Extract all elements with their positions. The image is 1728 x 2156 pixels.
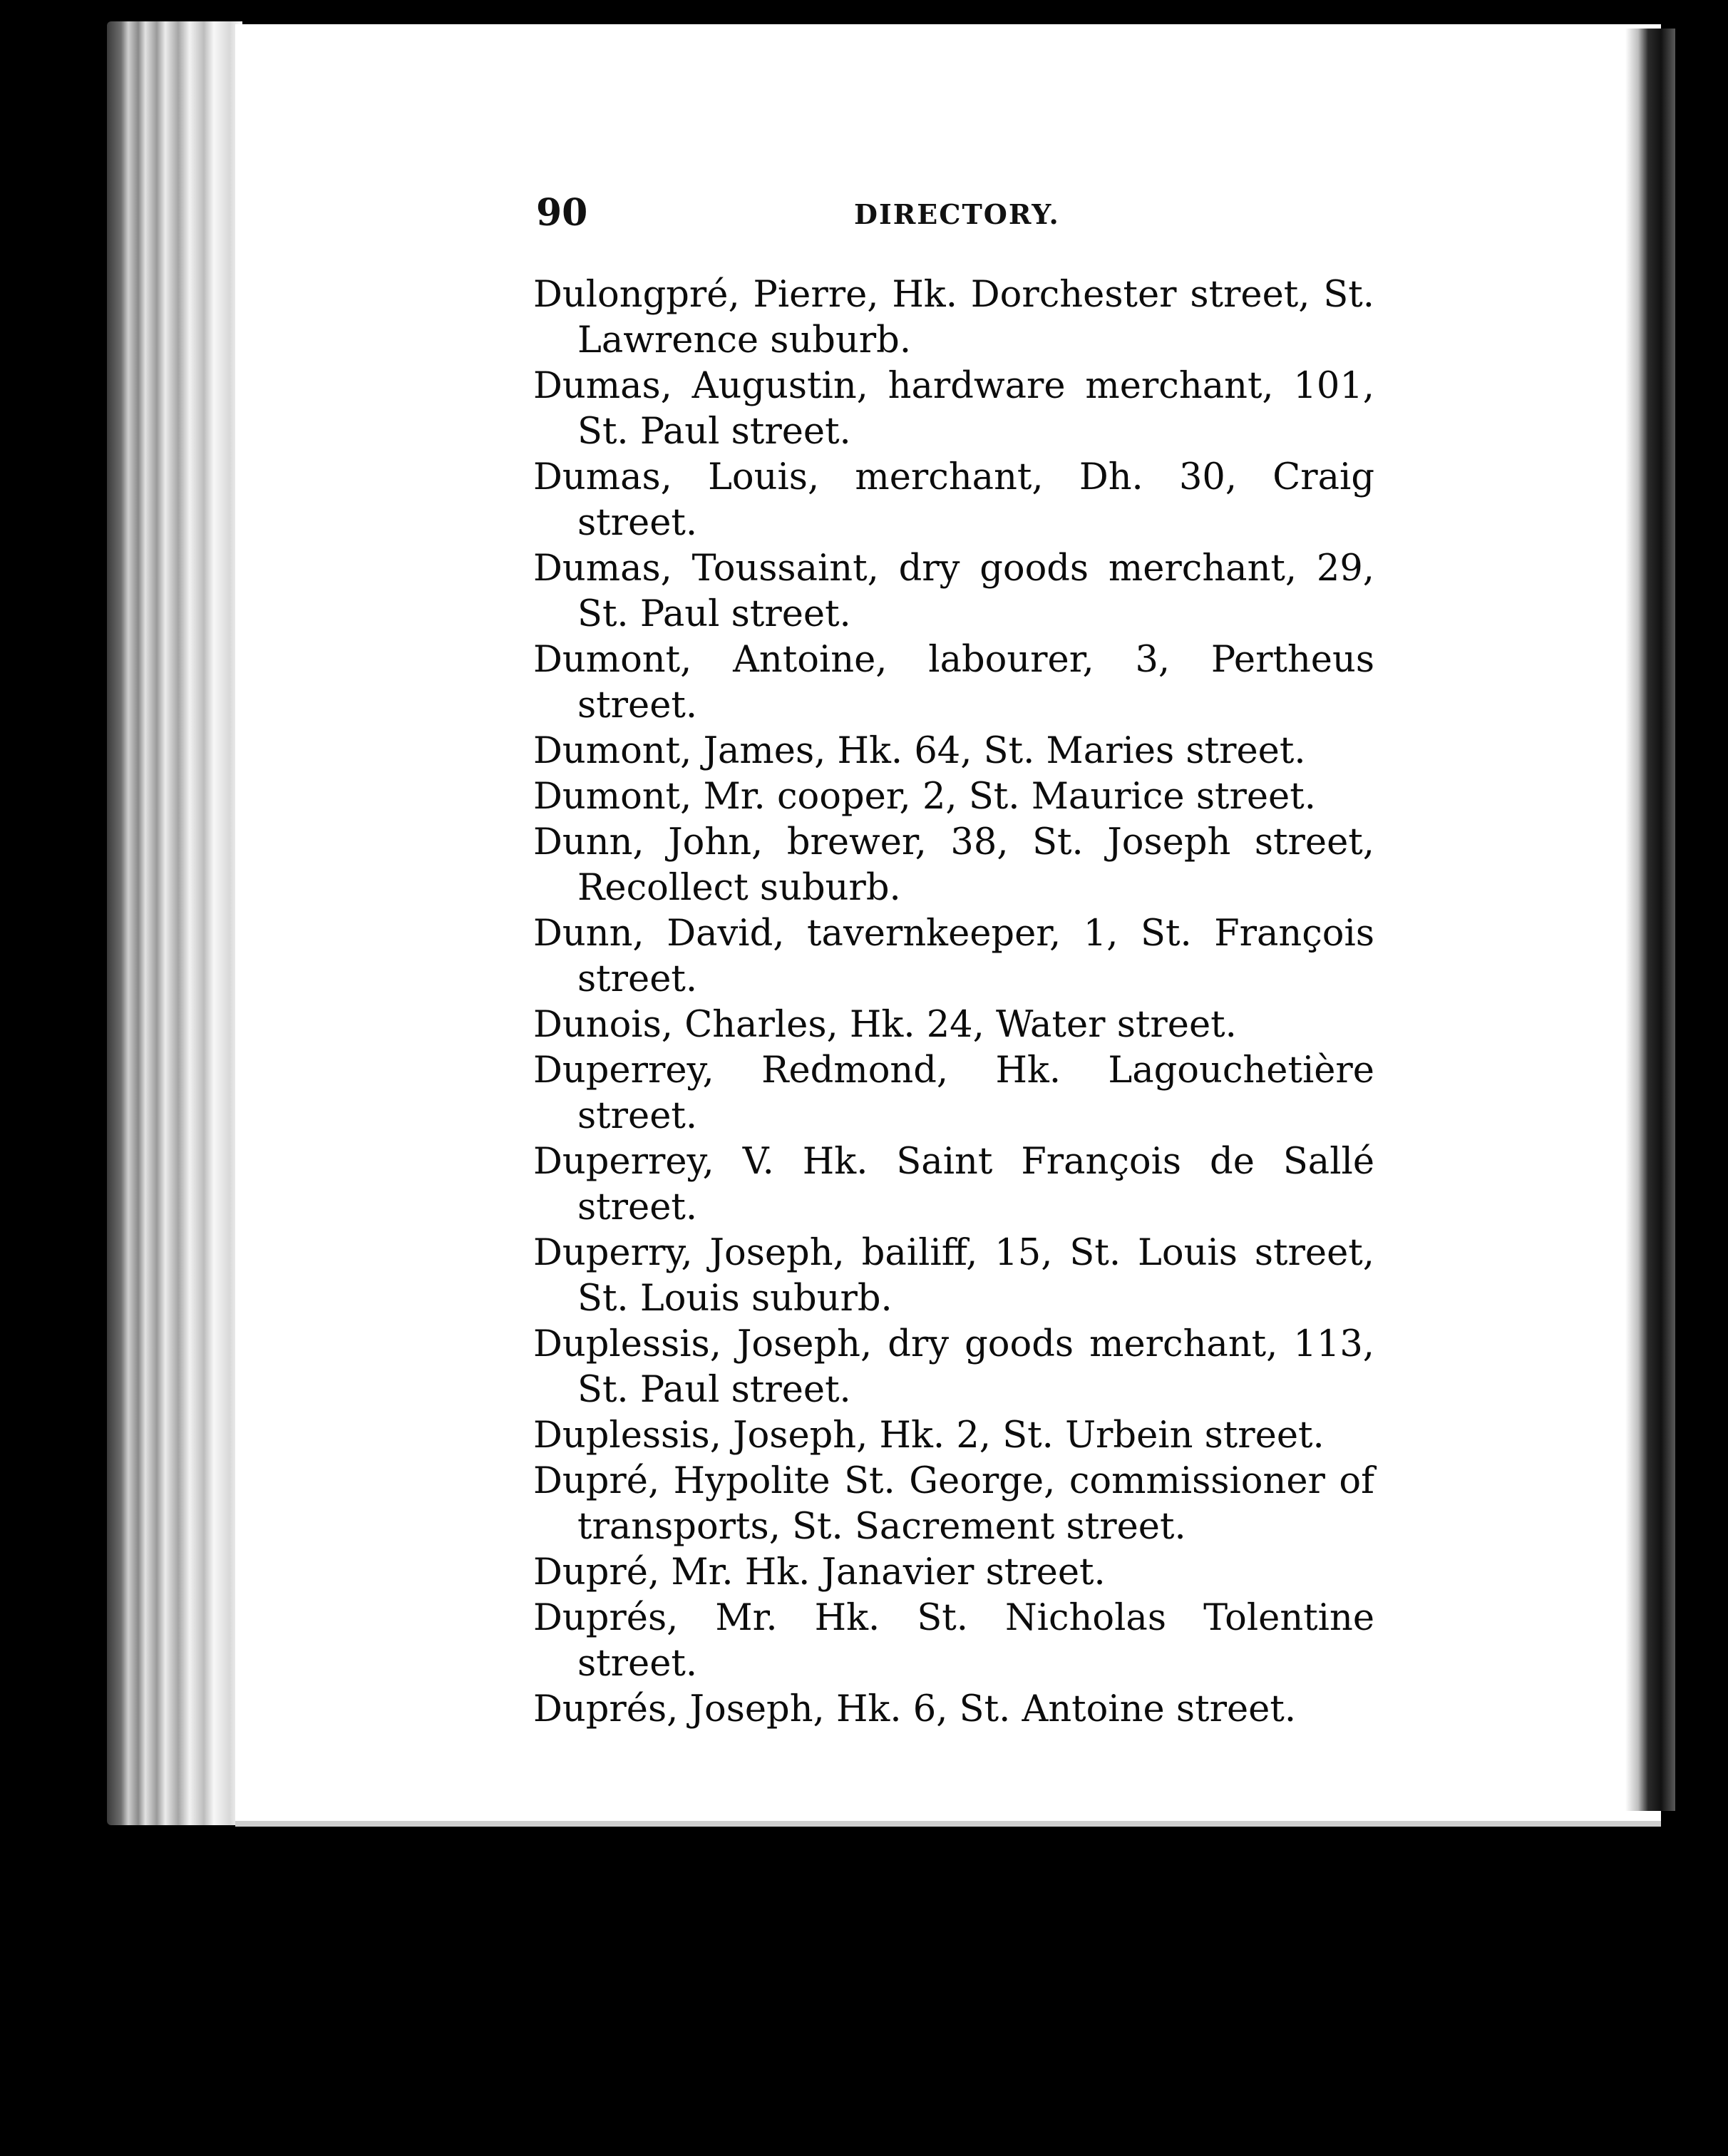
- directory-entry: Dumas, Augustin, hardware merchant, 101, St. Paul street.: [533, 365, 1374, 453]
- directory-entry: Dunois, Charles, Hk. 24, Water street.: [533, 1004, 1237, 1046]
- directory-entry: Dupré, Hypolite St. George, commissioner of transports, St. Sacrement street.: [533, 1460, 1374, 1548]
- directory-entry: Dumas, Toussaint, dry goods merchant, 29, St. Paul street.: [533, 548, 1374, 635]
- directory-entry: Dumont, Antoine, labourer, 3, Pertheus street.: [533, 639, 1374, 727]
- book-gutter-edge: [1625, 29, 1675, 1811]
- directory-entries: [533, 272, 1374, 1732]
- page-number: 90: [536, 191, 588, 235]
- book-page-edges: [107, 21, 242, 1825]
- directory-entry: Dumas, Louis, merchant, Dh. 30, Craig street.: [533, 456, 1374, 544]
- directory-entry: Duperrey, V. Hk. Saint François de Sallé street.: [533, 1141, 1374, 1228]
- directory-entry: Duplessis, Joseph, Hk. 2, St. Urbein street.: [533, 1415, 1325, 1457]
- directory-entry: Duperrey, Redmond, Hk. Lagouchetière street.: [533, 1049, 1374, 1137]
- directory-entry: Dunn, David, tavernkeeper, 1, St. François street.: [533, 913, 1374, 1000]
- directory-entry: Dupré, Mr. Hk. Janavier street.: [533, 1551, 1106, 1593]
- directory-entry: Dulongpré, Pierre, Hk. Dorchester street, St. Lawrence suburb.: [533, 274, 1374, 361]
- page-header: [536, 191, 1377, 241]
- directory-entry: Duprés, Mr. Hk. St. Nicholas Tolentine street.: [533, 1597, 1374, 1685]
- directory-entry: Dumont, James, Hk. 64, St. Maries street.: [533, 730, 1306, 772]
- running-head: DIRECTORY.: [854, 198, 1060, 230]
- directory-entry: Dumont, Mr. cooper, 2, St. Maurice street.: [533, 776, 1316, 818]
- directory-entry: Duperry, Joseph, bailiff, 15, St. Louis street, St. Louis suburb.: [533, 1232, 1374, 1320]
- directory-entry: Duprés, Joseph, Hk. 6, St. Antoine street.: [533, 1688, 1297, 1730]
- directory-entry: Dunn, John, brewer, 38, St. Joseph street, Recollect suburb.: [533, 821, 1374, 909]
- directory-entry: Duplessis, Joseph, dry goods merchant, 113, St. Paul street.: [533, 1323, 1374, 1411]
